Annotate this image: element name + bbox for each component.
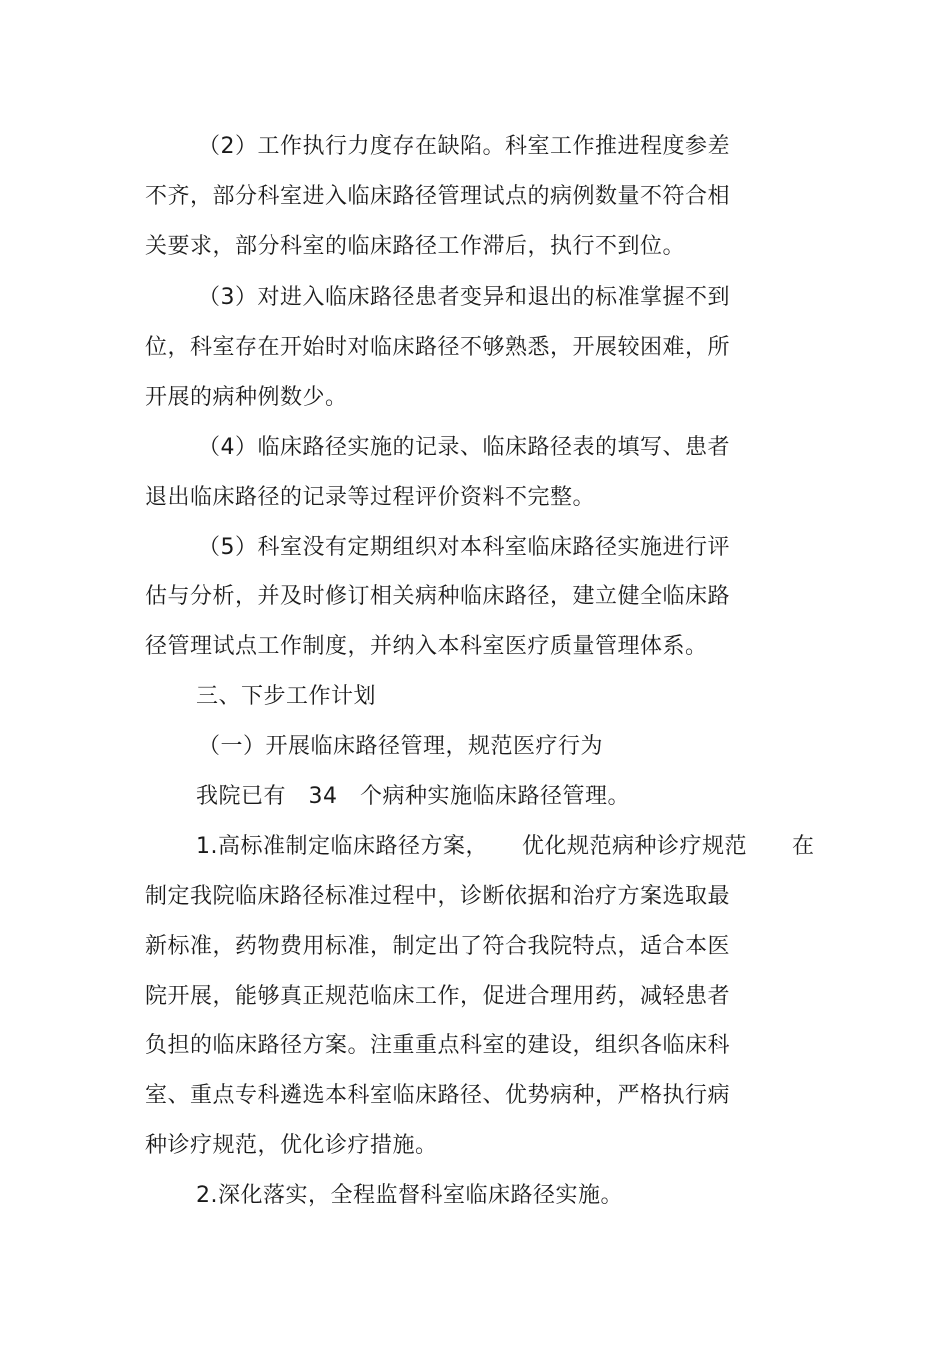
subsection-heading: （一）开展临床路径管理，规范医疗行为	[198, 734, 604, 759]
paragraph-2-line-1: （2）工作执行力度存在缺陷。科室工作推进程度参差	[198, 134, 730, 159]
item-1-line-5: 负担的临床路径方案。注重重点科室的建设，组织各临床科	[145, 1033, 731, 1058]
paragraph-3-line-2: 位，科室存在开始时对临床路径不够熟悉，开展较困难，所	[145, 335, 731, 360]
paragraph-5-line-3: 径管理试点工作制度，并纳入本科室医疗质量管理体系。	[145, 634, 708, 659]
item-1-line-4: 院开展，能够真正规范临床工作，促进合理用药，减轻患者	[145, 984, 731, 1009]
paragraph-5-line-1: （5）科室没有定期组织对本科室临床路径实施进行评	[198, 535, 730, 560]
paragraph-2-line-3: 关要求，部分科室的临床路径工作滞后，执行不到位。	[145, 234, 686, 259]
summary-line: 我院已有 34 个病种实施临床路径管理。	[196, 784, 630, 809]
item-1-line-3: 新标准，药物费用标准，制定出了符合我院特点，适合本医	[145, 934, 731, 959]
item-1-line-2: 制定我院临床路径标准过程中，诊断依据和治疗方案选取最	[145, 884, 731, 909]
section-heading: 三、下步工作计划	[196, 684, 377, 709]
item-1-line-7: 种诊疗规范，优化诊疗措施。	[145, 1133, 438, 1158]
paragraph-2-line-2: 不齐，部分科室进入临床路径管理试点的病例数量不符合相	[145, 184, 731, 209]
item-1-line-1: 1.高标准制定临床路径方案， 优化规范病种诊疗规范 在	[196, 834, 815, 859]
item-2-line-1: 2.深化落实，全程监督科室临床路径实施。	[196, 1183, 623, 1208]
paragraph-3-line-3: 开展的病种例数少。	[145, 385, 348, 410]
paragraph-5-line-2: 估与分析，并及时修订相关病种临床路径，建立健全临床路	[145, 584, 731, 609]
item-1-line-6: 室、重点专科遴选本科室临床路径、优势病种，严格执行病	[145, 1083, 731, 1108]
paragraph-3-line-1: （3）对进入临床路径患者变异和退出的标准掌握不到	[198, 285, 730, 310]
paragraph-4-line-2: 退出临床路径的记录等过程评价资料不完整。	[145, 485, 596, 510]
paragraph-4-line-1: （4）临床路径实施的记录、临床路径表的填写、患者	[198, 435, 730, 460]
